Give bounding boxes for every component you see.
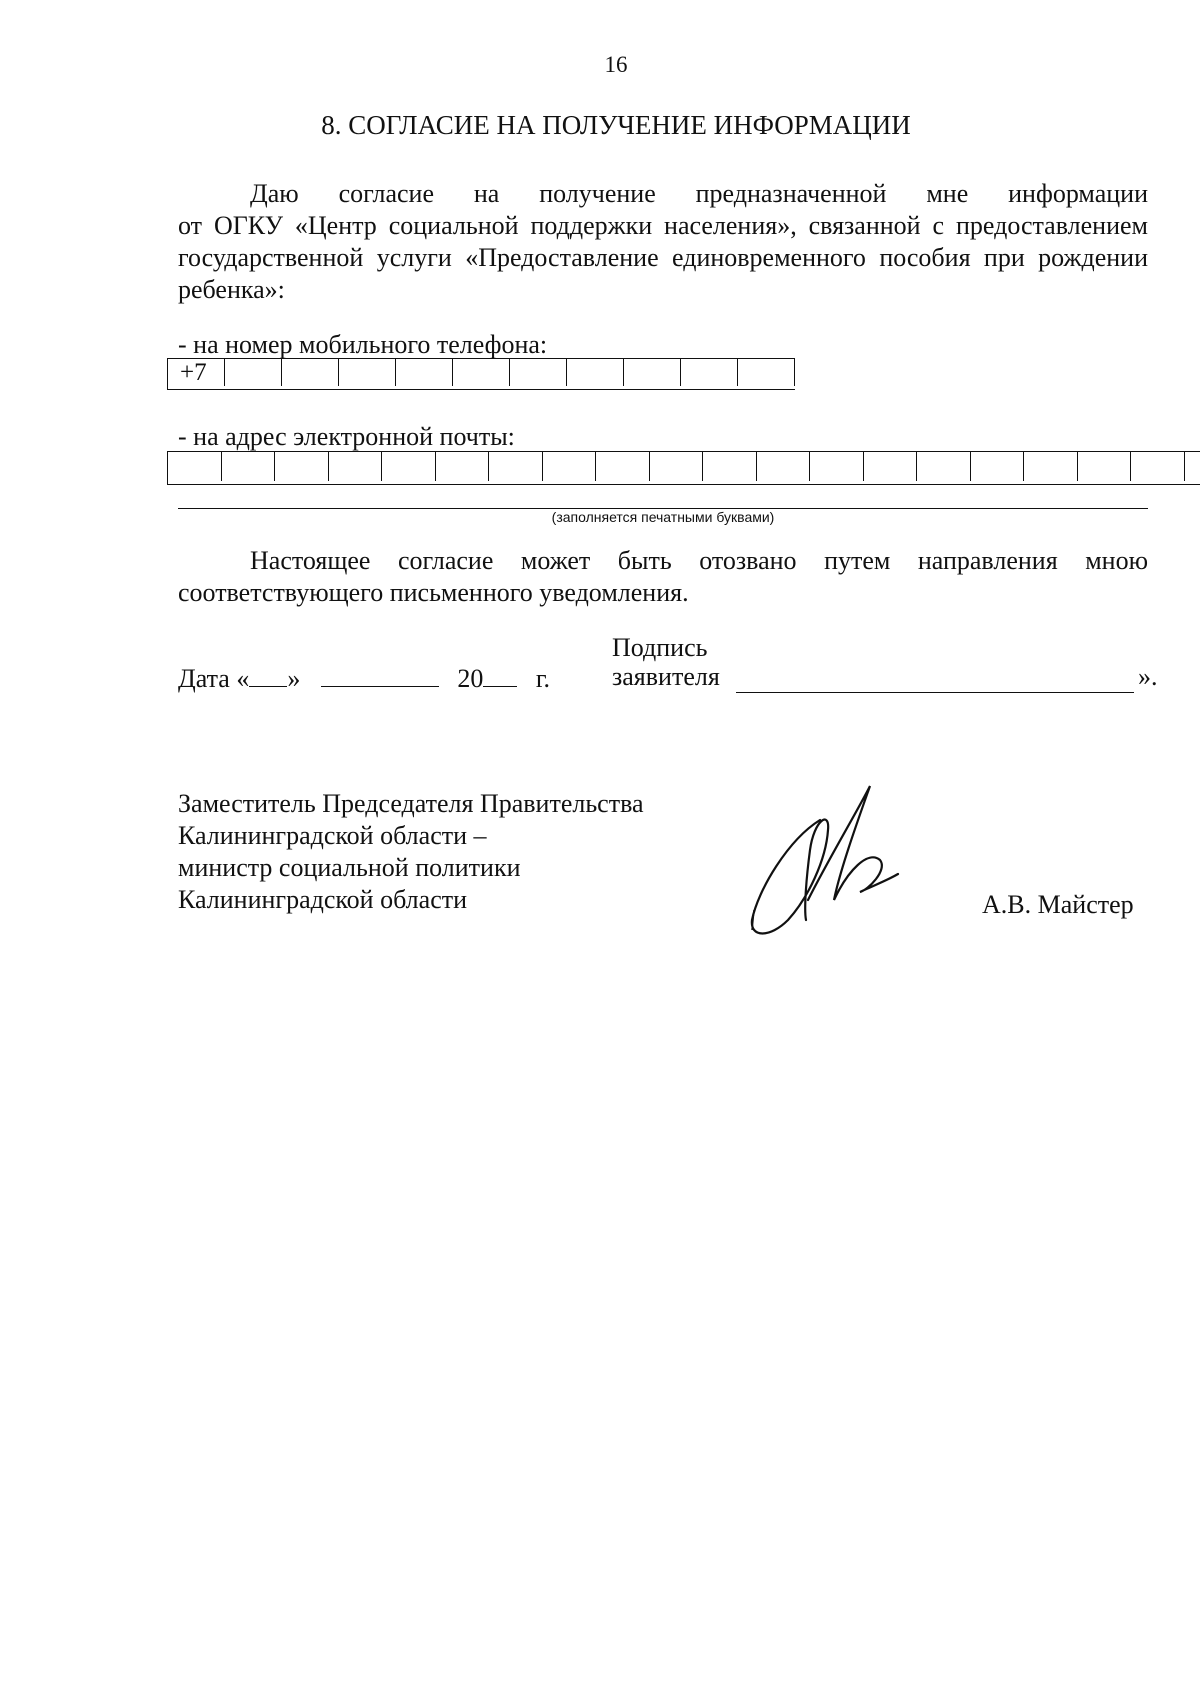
signature-caption-1: Подпись: [612, 633, 708, 662]
consent-line-1: Даю согласие на получение предназначенной мне информации: [250, 179, 1148, 208]
handwritten-signature: [748, 780, 928, 940]
date-year-prefix: 20: [457, 664, 484, 693]
email-field[interactable]: [167, 451, 1200, 485]
email-char-cell[interactable]: [382, 452, 436, 481]
phone-digit-cell[interactable]: [282, 359, 339, 386]
email-char-cell[interactable]: [1024, 452, 1078, 481]
phone-label: - на номер мобильного телефона:: [178, 330, 548, 359]
date-year-blank[interactable]: [483, 662, 517, 687]
email-char-cell[interactable]: [329, 452, 383, 481]
signatory-line-1: Заместитель Председателя Правительства: [178, 789, 644, 818]
phone-digit-cell[interactable]: [453, 359, 510, 386]
date-row: [178, 662, 550, 694]
phone-digit-cell[interactable]: [396, 359, 453, 386]
phone-digit-cell[interactable]: [738, 359, 795, 386]
revoke-line-2: соответствующего письменного уведомления.: [178, 578, 689, 607]
signatory-title: [178, 788, 644, 916]
signatory-line-2: Калининградской области –: [178, 821, 487, 850]
email-char-cell[interactable]: [810, 452, 864, 481]
signer-name: А.В. Майстер: [982, 890, 1134, 919]
email-char-cell[interactable]: [489, 452, 543, 481]
date-label: Дата «: [178, 664, 250, 693]
page-number: 16: [604, 52, 628, 77]
phone-digit-cell[interactable]: [510, 359, 567, 386]
email-char-cell[interactable]: [757, 452, 811, 481]
email-char-cell[interactable]: [543, 452, 597, 481]
phone-digit-cell[interactable]: [681, 359, 738, 386]
revoke-line-1: Настоящее согласие может быть отозвано путем направления мною: [250, 546, 1148, 575]
date-year-suffix: г.: [535, 664, 551, 693]
phone-number-field[interactable]: [167, 358, 795, 390]
section-title: 8. СОГЛАСИЕ НА ПОЛУЧЕНИЕ ИНФОРМАЦИИ: [321, 110, 911, 140]
consent-text: от ОГКУ «Центр социальной поддержки населения», связанной с предоставлением государственной услуги «Предоставление единовременного пособия при рождении ребенка»:: [178, 211, 1148, 304]
phone-digit-cell[interactable]: [624, 359, 681, 386]
date-month-blank[interactable]: [321, 662, 439, 687]
email-label: - на адрес электронной почты:: [178, 422, 515, 451]
phone-prefix-cell: +7: [168, 359, 225, 386]
date-close-quote: »: [287, 664, 301, 693]
signature-caption-2: заявителя: [612, 662, 720, 691]
email-char-cell[interactable]: [864, 452, 918, 481]
email-char-cell[interactable]: [650, 452, 704, 481]
email-char-cell[interactable]: [1185, 452, 1200, 481]
email-char-cell[interactable]: [1078, 452, 1132, 481]
signature-end-quote: ».: [1138, 662, 1158, 691]
email-char-cell[interactable]: [436, 452, 490, 481]
phone-digit-cell[interactable]: [225, 359, 282, 386]
email-char-cell[interactable]: [275, 452, 329, 481]
date-day-blank[interactable]: [249, 662, 287, 687]
signatory-line-3: министр социальной политики: [178, 853, 521, 882]
email-char-cell[interactable]: [596, 452, 650, 481]
applicant-signature-line[interactable]: [736, 692, 1134, 693]
email-char-cell[interactable]: [222, 452, 276, 481]
email-char-cell[interactable]: [971, 452, 1025, 481]
phone-digit-cell[interactable]: [567, 359, 624, 386]
email-char-cell[interactable]: [917, 452, 971, 481]
phone-digit-cell[interactable]: [339, 359, 396, 386]
signatory-line-4: Калининградской области: [178, 885, 468, 914]
email-char-cell[interactable]: [1131, 452, 1185, 481]
email-char-cell[interactable]: [168, 452, 222, 481]
email-char-cell[interactable]: [703, 452, 757, 481]
print-hint: (заполняется печатными буквами): [551, 509, 775, 525]
